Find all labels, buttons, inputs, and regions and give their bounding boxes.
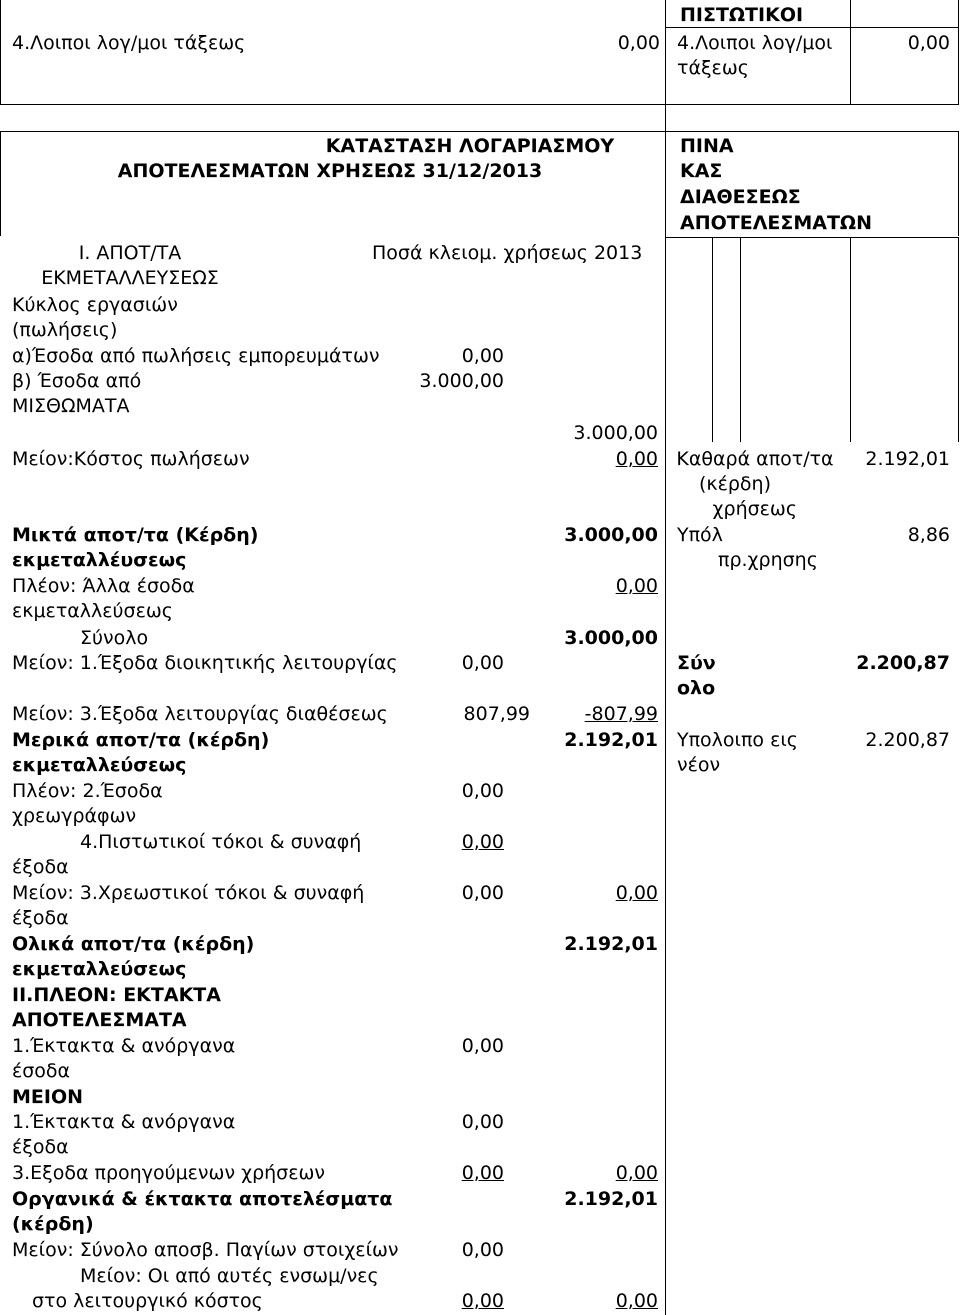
row-value: 0,00: [461, 345, 504, 367]
grid-line: [850, 237, 851, 442]
row-value: 0,00: [461, 652, 504, 674]
section-heading: ΙΙ.ΠΛΕΟΝ: ΕΚΤΑΚΤΑ: [12, 984, 221, 1006]
row-total: 0,00: [615, 882, 658, 904]
row-label: Μείον:Κόστος πωλήσεων: [12, 448, 250, 470]
grid-line: [665, 0, 666, 1315]
grid-line: [712, 237, 713, 442]
row-value: 0,00: [461, 1111, 504, 1133]
section-heading: ΑΠΟΤΕΛΕΣΜΑΤΑ: [12, 1009, 187, 1031]
row-value: 0,00: [461, 780, 504, 802]
section-heading: Ι. ΑΠΟΤ/ΤΑ: [78, 242, 182, 264]
grid-line: [665, 237, 959, 238]
distribution-title: ΑΠΟΤΕΛΕΣΜΑΤΩΝ: [680, 212, 872, 234]
distribution-label: πρ.χρησης: [718, 549, 818, 571]
row-label: Πλέον: Άλλα έσοδα: [12, 575, 195, 597]
row-label: Πλέον: 2.Έσοδα: [12, 780, 163, 802]
row-total: 2.192,01: [564, 933, 658, 955]
row-label: Σύνολο: [80, 627, 149, 649]
row-label: ΜΙΣΘΩΜΑΤΑ: [12, 395, 130, 417]
row-total: 0,00: [615, 575, 658, 597]
row-label: Μείον: Σύνολο αποσβ. Παγίων στοιχείων: [12, 1239, 399, 1261]
order-accounts-credit-label: τάξεως: [677, 57, 749, 79]
grid-line: [0, 0, 1, 105]
row-label: β) Έσοδα από: [12, 370, 142, 392]
row-label: έξοδα: [12, 1136, 69, 1158]
row-label: Ολικά αποτ/τα (κέρδη): [12, 933, 255, 955]
amounts-header: Ποσά κλειομ. χρήσεως 2013: [372, 242, 643, 264]
row-label: έξοδα: [12, 907, 69, 929]
row-value: 0,00: [461, 1290, 504, 1312]
row-label: εκμεταλλεύσεως: [12, 754, 187, 776]
row-label: 4.Πιστωτικοί τόκοι & συναφή: [80, 831, 362, 853]
row-total: 2.192,01: [564, 729, 658, 751]
row-total: 3.000,00: [564, 524, 658, 546]
distribution-label: Υπόλ: [677, 524, 723, 546]
row-label: χρεωγράφων: [12, 805, 137, 827]
order-accounts-value: 0,00: [617, 32, 660, 54]
row-value: 0,00: [461, 1035, 504, 1057]
order-accounts-credit-label: 4.Λοιποι λογ/μοι: [677, 32, 833, 54]
distribution-label: νέον: [677, 754, 721, 776]
grid-line: [0, 131, 959, 132]
distribution-title: ΠΙΝΑ: [680, 135, 734, 157]
row-total: 3.000,00: [564, 627, 658, 649]
distribution-label: Καθαρά αποτ/τα: [676, 448, 834, 470]
distribution-title: ΔΙΑΘΕΣΕΩΣ: [680, 186, 801, 208]
row-label: έσοδα: [12, 1060, 71, 1082]
row-label: εκμεταλλεύσεως: [12, 958, 187, 980]
order-accounts-label: 4.Λοιποι λογ/μοι τάξεως: [12, 32, 246, 54]
grid-line: [0, 104, 959, 105]
row-label: 3.Εξοδα προηγούμενων χρήσεων: [12, 1162, 326, 1184]
row-total: 2.192,01: [564, 1188, 658, 1210]
distribution-label: χρήσεως: [712, 498, 797, 520]
distribution-title: ΚΑΣ: [680, 160, 723, 182]
distribution-label: Σύν: [677, 652, 716, 674]
grid-line: [958, 0, 959, 105]
distribution-label: (κέρδη): [698, 473, 772, 495]
row-label: Μείον: 1.Έξοδα διοικητικής λειτουργίας: [12, 652, 398, 674]
row-label: στο λειτουργικό κόστος: [32, 1290, 263, 1312]
row-value: 3.000,00: [419, 370, 504, 392]
row-label: έξοδα: [12, 856, 69, 878]
row-label: Μείον: 3.Έξοδα λειτουργίας διαθέσεως: [12, 703, 388, 725]
row-total: 0,00: [615, 1290, 658, 1312]
order-accounts-credit-value: 0,00: [907, 32, 950, 54]
row-value: 0,00: [461, 1239, 504, 1261]
grid-line: [0, 131, 1, 236]
row-label: εκμεταλλέυσεως: [12, 549, 187, 571]
row-total: 0,00: [615, 448, 658, 470]
statement-title: ΚΑΤΑΣΤΑΣΗ ΛΟΓΑΡΙΑΣΜΟΥ: [325, 135, 615, 157]
row-label: (πωλήσεις): [12, 319, 118, 341]
distribution-value: 8,86: [907, 524, 950, 546]
distribution-value: 2.200,87: [856, 652, 950, 674]
grid-line: [958, 237, 959, 442]
row-label: εκμεταλλεύσεως: [12, 600, 173, 622]
row-label: α)Έσοδα από πωλήσεις εμπορευμάτων: [12, 345, 380, 367]
distribution-label: Υπολοιπο εις: [677, 729, 798, 751]
row-label: 1.Έκτακτα & ανόργανα: [12, 1035, 236, 1057]
row-value: 0,00: [461, 882, 504, 904]
row-total: 0,00: [615, 1162, 658, 1184]
row-label: (κέρδη): [12, 1213, 94, 1235]
row-label: Μείον: 3.Χρεωστικοί τόκοι & συναφή: [12, 882, 365, 904]
row-label: Μείον: Οι από αυτές ενσωμ/νες: [80, 1265, 379, 1287]
row-label: Μερικά αποτ/τα (κέρδη): [12, 729, 270, 751]
row-total: 3.000,00: [573, 422, 658, 444]
row-value: 0,00: [461, 831, 504, 853]
row-value: 0,00: [461, 1162, 504, 1184]
credits-title: ΠΙΣΤΩΤΙΚΟΙ: [680, 4, 804, 26]
grid-line: [958, 131, 959, 236]
distribution-label: ολο: [677, 677, 716, 699]
row-label: Κύκλος εργασιών: [12, 294, 178, 316]
row-label: 1.Έκτακτα & ανόργανα: [12, 1111, 236, 1133]
grid-line: [740, 237, 741, 442]
row-total: -807,99: [584, 703, 658, 725]
distribution-value: 2.200,87: [865, 729, 950, 751]
section-heading: ΕΚΜΕΤΑΛΛΕΥΣΕΩΣ: [41, 267, 219, 289]
row-label: ΜΕΙΟΝ: [12, 1086, 84, 1108]
distribution-value: 2.192,01: [865, 448, 950, 470]
row-label: Οργανικά & έκτακτα αποτελέσματα: [12, 1188, 393, 1210]
row-label: Μικτά αποτ/τα (Κέρδη): [12, 524, 259, 546]
row-value: 807,99: [463, 703, 530, 725]
statement-title: ΑΠΟΤΕΛΕΣΜΑΤΩΝ ΧΡΗΣΕΩΣ 31/12/2013: [117, 160, 543, 182]
